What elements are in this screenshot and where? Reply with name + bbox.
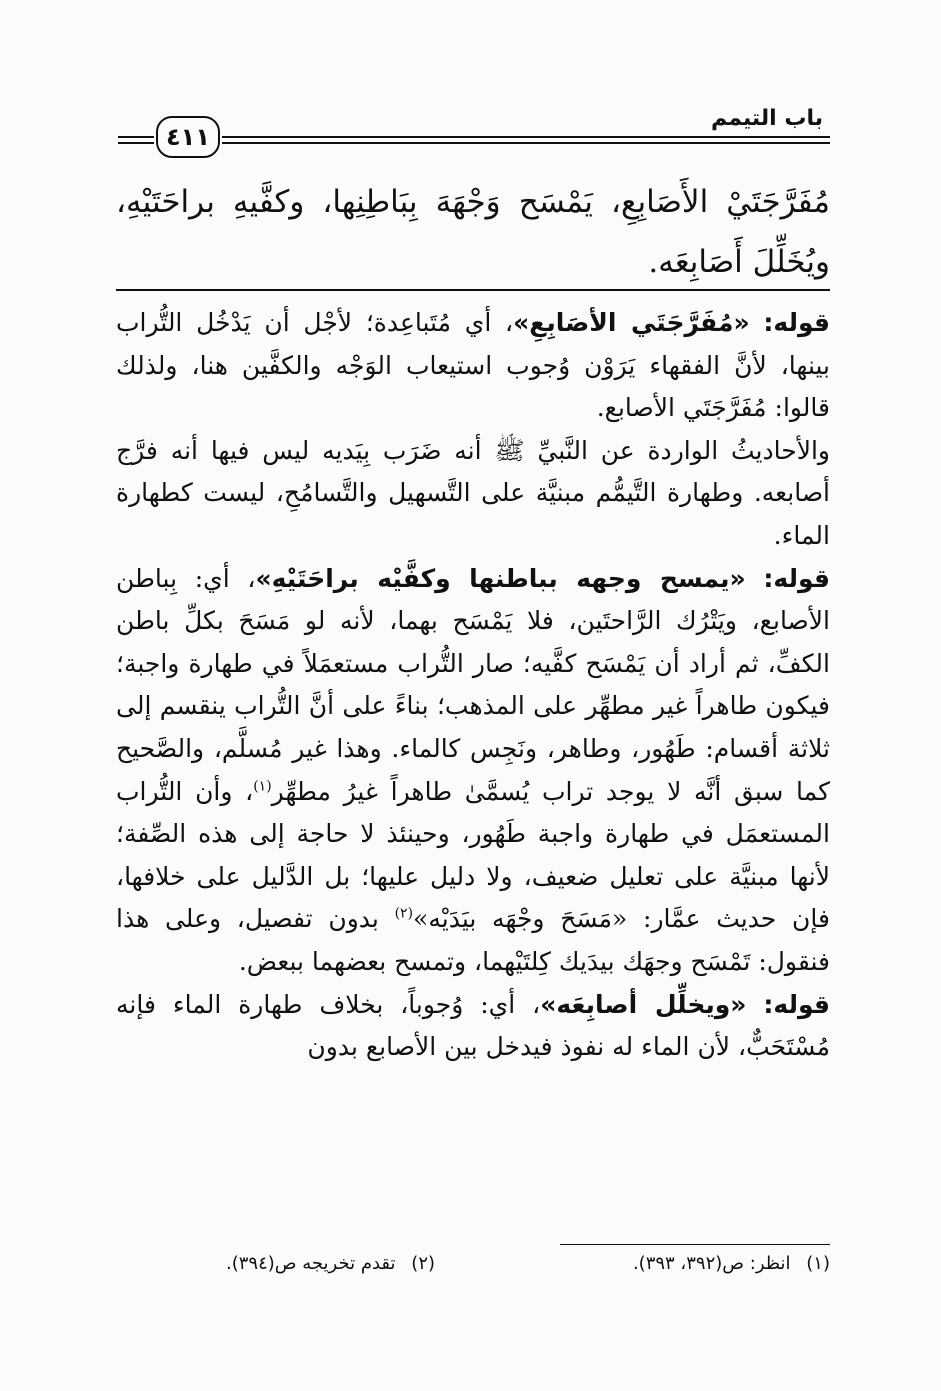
- footnote-ref[interactable]: (١): [253, 778, 272, 795]
- commentary-paragraph: [116, 302, 830, 430]
- footnote-text: انظر: ص(٣٩٢، ٣٩٣).: [632, 1253, 791, 1274]
- commentary-paragraph: [116, 984, 830, 1069]
- paragraph-text: ، وأن التُّراب المستعمَل في طهارة واجبة طَهُور، وحينئذ لا حاجة إلى هذه الصِّفة؛ لأنها مبنيَّة على تعليل ضعيف، ولا دليل عليها؛ بل الدَّليل على خلافها، فإن حديث عمَّار: «مَسَحَ وجْهَه بيَدَيْه»: [116, 776, 830, 934]
- header-rule: [222, 136, 830, 138]
- footnote-2: [226, 1253, 435, 1274]
- header-rule: [118, 136, 154, 138]
- footnote-text: تقدم تخريجه ص(٣٩٤).: [226, 1253, 396, 1274]
- section-divider: [116, 289, 830, 291]
- paragraph-text: ، أي: وُجوباً، بخلاف طهارة الماء فإنه مُسْتَحَبٌّ، لأن الماء له نفوذ فيدخل بين الأصابع بدون: [116, 989, 830, 1062]
- main-text: مُفَرَّجَتَيْ الأَصَابِعِ، يَمْسَح وَجْهَهَ بِبَاطِنِها، وكفَّيهِ براحَتَيْهِ، ويُخَلِّلَ أَصَابِعَه.: [116, 184, 830, 280]
- paragraph-lead: قوله:: [763, 563, 830, 593]
- paragraph-text: بدون تفصيل، وعلى هذا فنقول: تَمْسَح وجهَك بيدَيك كِلتَيْهما، وتمسح بعضهما ببعض.: [116, 904, 830, 976]
- paragraph-lead: قوله:: [763, 989, 831, 1019]
- commentary: [116, 302, 830, 1069]
- paragraph-lead: قوله:: [763, 308, 830, 337]
- paragraph-text: ، أي: بِباطن الأصابع، ويَتْرُك الرَّاحتَين، فلا يَمْسَح بهما، لأنه لو مَسَحَ بكلِّ باطن الكفِّ، ثم أراد أن يَمْسَح كفَّيه؛ صار التُّراب مستعمَلاً في طهارة واجبة؛ فيكون طاهراً غير مطهِّر على المذهب؛ بناءً على أنَّ التُّراب ينقسم إلى ثلاثة أقسام: طَهُور، وطاهر، ونَجِس كالماء. وهذا غير مُسلَّم، والصَّحيح كما سبق أنَّه لا يوجد تراب يُسمَّىٰ طاهراً غيرُ مطهِّر: [116, 563, 830, 806]
- commentary-paragraph: [116, 430, 830, 558]
- chapter-title: باب التيمم: [710, 106, 823, 131]
- paragraph-text: والأحاديثُ الواردة عن النَّبيِّ ﷺ أنه ضَرَب بِيَديه ليس فيها أنه فرَّج أصابعه. وطهارة التَّيمُّم مبنيَّة على التَّسهيل والتَّسامُحِ، ليست كطهارة الماء.: [116, 435, 830, 550]
- footnote-ref[interactable]: (٢): [394, 905, 414, 922]
- footnote-number: (١): [806, 1253, 830, 1274]
- page-number: ٤١١: [156, 116, 220, 158]
- quoted-phrase: «مُفَرَّجَتَي الأصَابِعِ»: [513, 308, 750, 337]
- header-rule: [222, 142, 830, 144]
- paragraph-text: ، أي مُتَباعِدة؛ لأجْل أن يَدْخُل التُّراب بينها، لأنَّ الفقهاء يَرَوْن وُجوب استيعاب الوَجْه والكفَّين هنا، ولذلك قالوا: مُفَرَّجَتَي الأصابع.: [116, 308, 830, 423]
- quoted-phrase: «يمسح وجهه بباطنها وكفَّيْه براحَتَيْهِ»: [255, 563, 746, 593]
- footnote-divider: [560, 1244, 830, 1245]
- footnote-1: [633, 1253, 830, 1274]
- footnotes: [116, 1253, 830, 1274]
- quoted-phrase: «ويخلِّل أصابِعَه»: [540, 989, 747, 1019]
- commentary-paragraph: [116, 558, 830, 984]
- footnote-number: (٢): [411, 1253, 436, 1274]
- header-rule: [118, 142, 154, 144]
